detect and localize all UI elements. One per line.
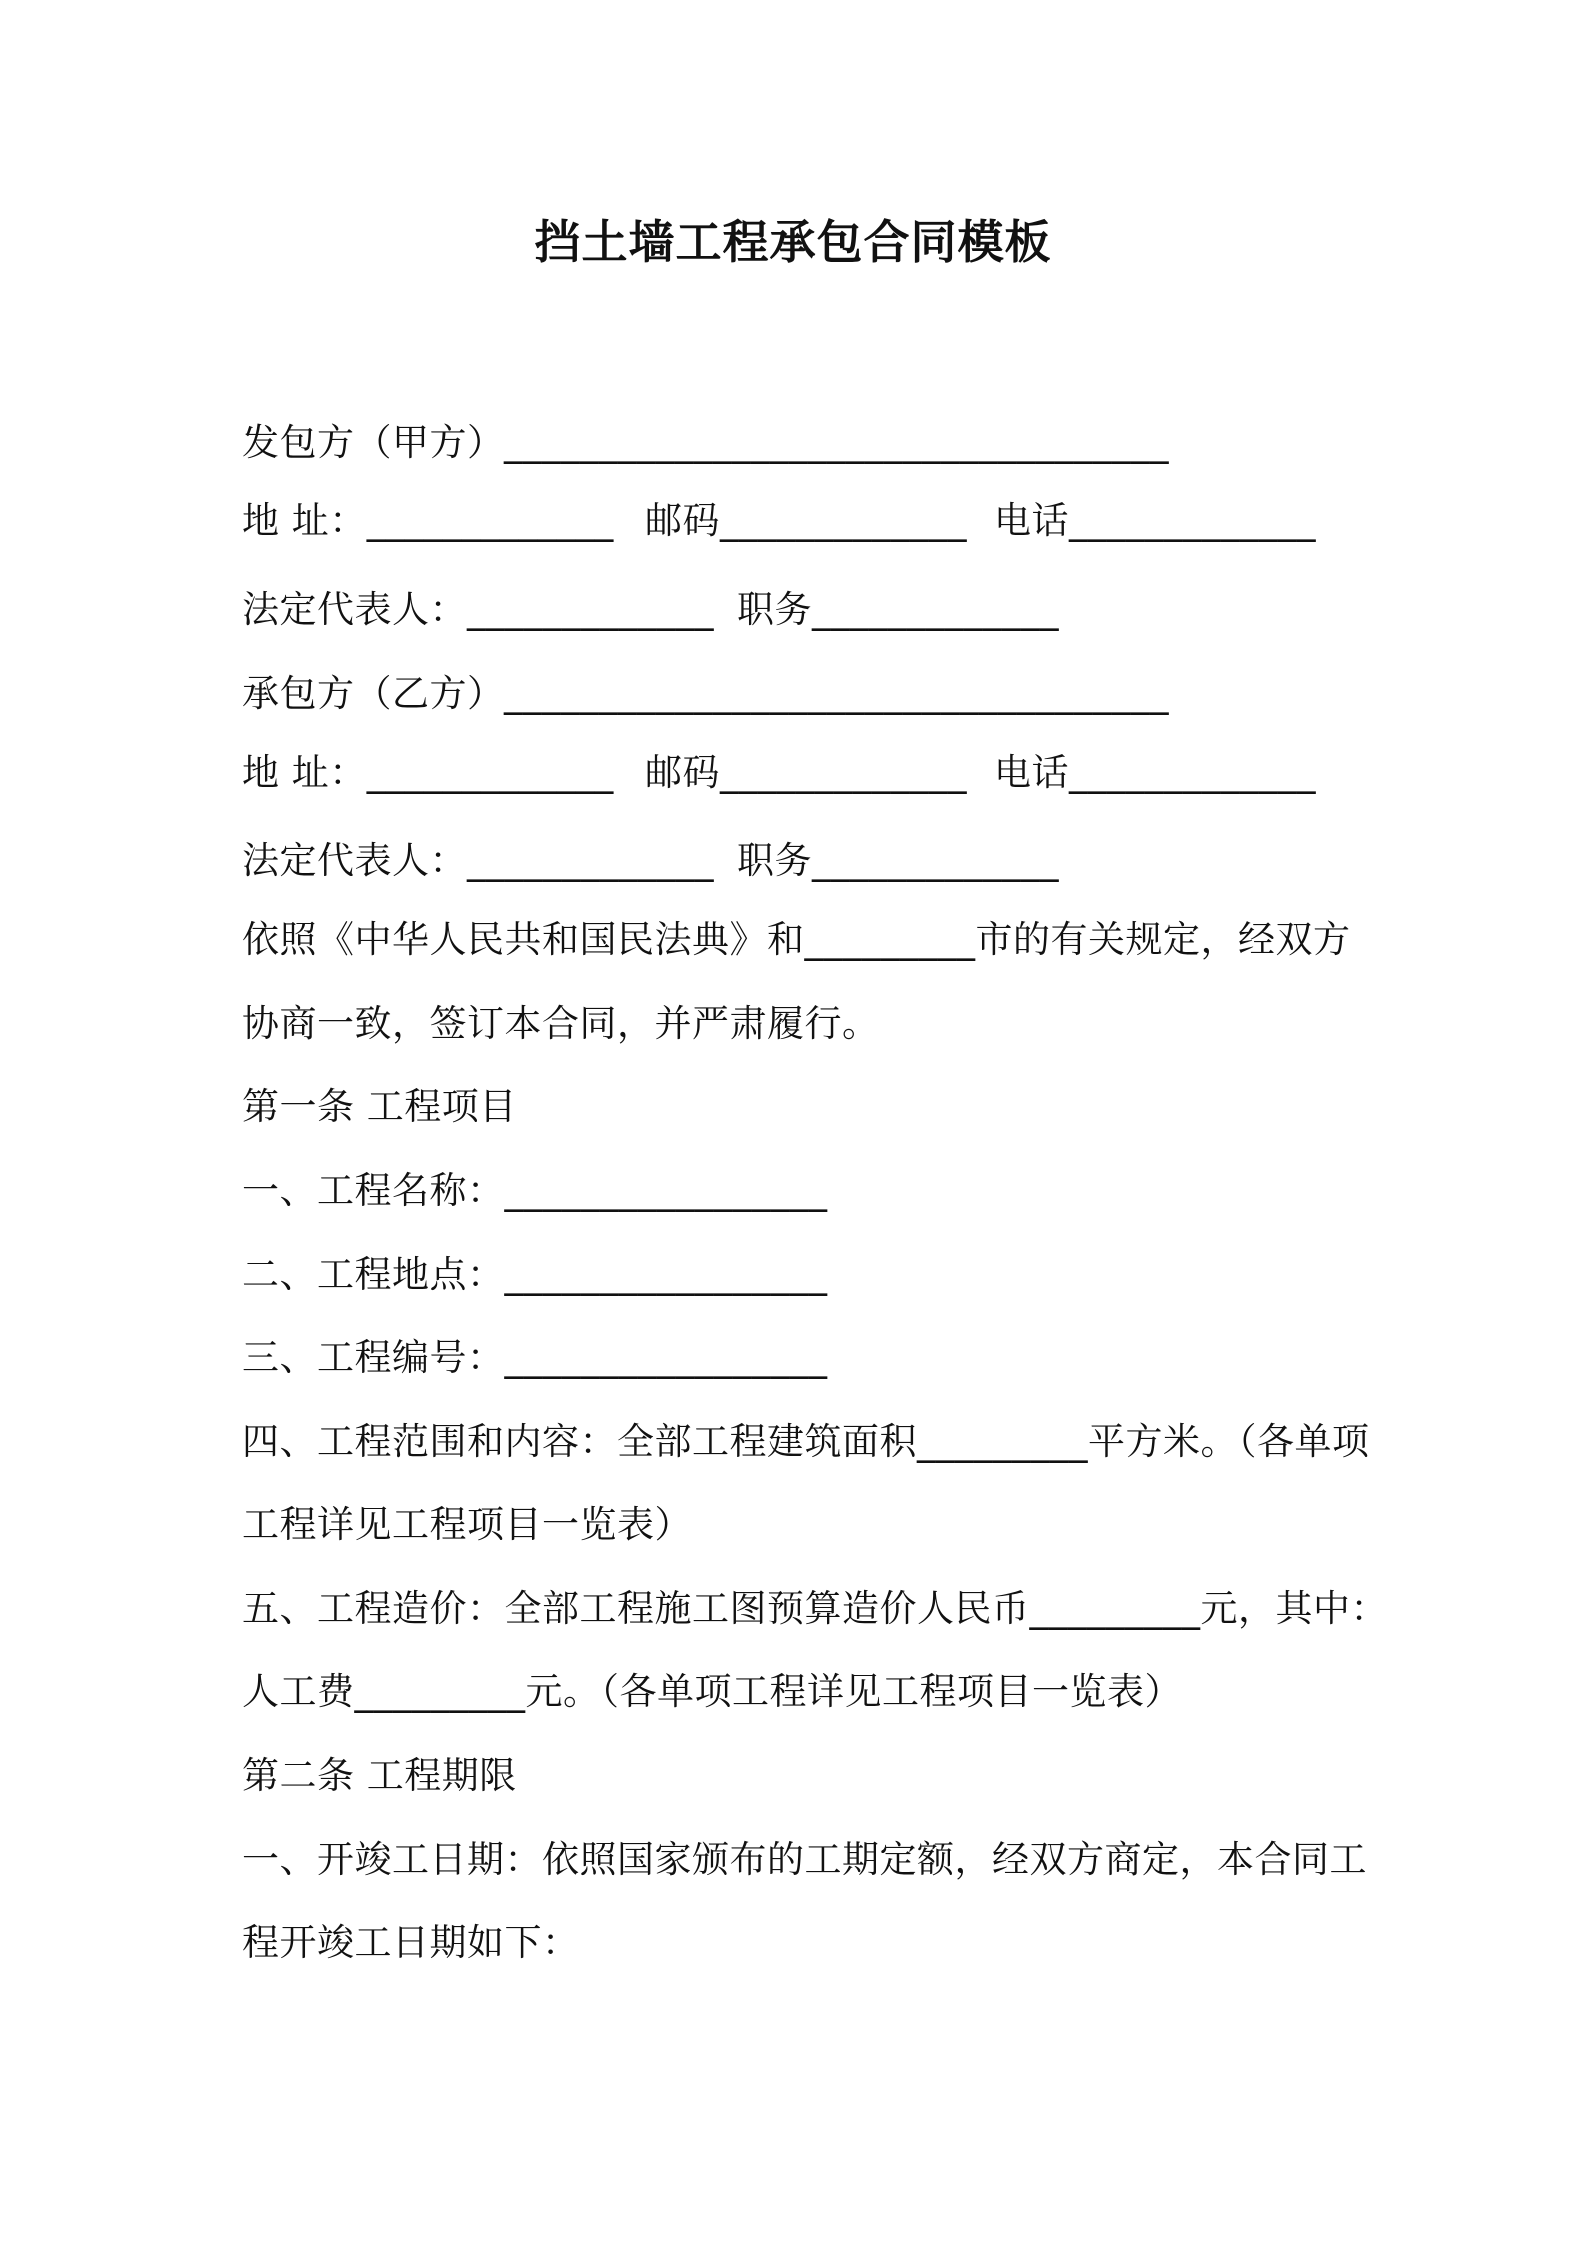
project-number-line: 三、工程编号：_________________ <box>242 1336 828 1379</box>
schedule-line-2: 程开竣工日期如下： <box>242 1921 580 1964</box>
preamble-line-1: 依照《中华人民共和国民法典》和_________市的有关规定，经双方 <box>242 918 1351 961</box>
project-cost-line-2: 人工费_________元。（各单项工程详见工程项目一览表） <box>242 1670 1182 1713</box>
project-scope-line-1: 四、工程范围和内容：全部工程建筑面积_________平方米。（各单项 <box>242 1420 1370 1463</box>
party-a-rep: 法定代表人：_____________ <box>242 588 714 631</box>
schedule-line-1: 一、开竣工日期：依照国家颁布的工期定额，经双方商定，本合同工 <box>242 1838 1367 1881</box>
party-b-postcode: 邮码_____________ <box>645 751 967 794</box>
party-b-phone: 电话_____________ <box>994 751 1316 794</box>
party-a-phone: 电话_____________ <box>994 499 1316 542</box>
project-name-line: 一、工程名称：_________________ <box>242 1169 828 1212</box>
party-a-position: 职务_____________ <box>737 588 1059 631</box>
party-b-rep: 法定代表人：_____________ <box>242 839 714 882</box>
preamble-line-2: 协商一致，签订本合同，并严肃履行。 <box>242 1002 880 1045</box>
project-cost-line-1: 五、工程造价：全部工程施工图预算造价人民币_________元，其中： <box>242 1587 1388 1630</box>
party-a-address: 地 址：_____________ <box>242 499 614 542</box>
project-location-line: 二、工程地点：_________________ <box>242 1253 828 1296</box>
party-b-address: 地 址：_____________ <box>242 751 614 794</box>
party-b-position: 职务_____________ <box>737 839 1059 882</box>
article-1-heading: 第一条 工程项目 <box>242 1085 517 1128</box>
party-b-label: 承包方（乙方） <box>242 672 505 715</box>
party-a-label: 发包方（甲方） <box>242 421 505 464</box>
party-a-blank: ___________________________________ <box>504 421 1169 464</box>
article-2-heading: 第二条 工程期限 <box>242 1754 517 1797</box>
document-title: 挡土墙工程承包合同模板 <box>534 215 1052 269</box>
project-scope-line-2: 工程详见工程项目一览表） <box>242 1503 692 1546</box>
party-a-postcode: 邮码_____________ <box>645 499 967 542</box>
party-b-blank: ___________________________________ <box>504 672 1169 715</box>
